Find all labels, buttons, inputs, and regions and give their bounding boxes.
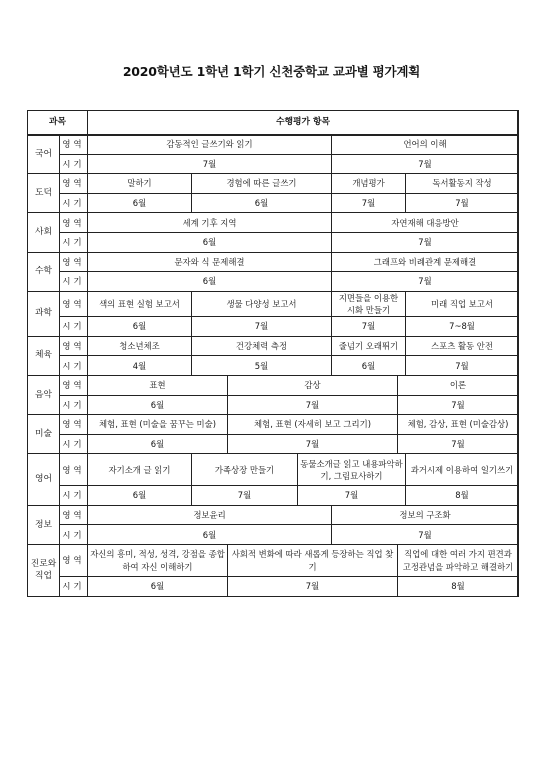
area-label: 영역: [60, 454, 88, 486]
pe-period-1: 4월: [88, 356, 192, 376]
area-label: 영역: [60, 174, 88, 194]
social-area-2: 자연재해 대응방안: [332, 213, 519, 233]
table-row: [28, 154, 519, 174]
math-area-2: 그래프와 비례관계 문제해결: [332, 252, 519, 272]
table-row: [28, 375, 519, 395]
science-period-4: 7~8월: [406, 317, 519, 337]
ethics-period-1: 6월: [88, 193, 192, 213]
table-row: [28, 213, 519, 233]
science-area-3: 지면들을 이용한 시화 만들기: [332, 291, 406, 316]
table-row: [28, 317, 519, 337]
area-label: 영역: [60, 336, 88, 356]
art-period-1: 6월: [88, 434, 228, 454]
pe-period-2: 5월: [192, 356, 332, 376]
area-label: 영역: [60, 415, 88, 435]
pe-area-4: 스포츠 활동 안전: [406, 336, 519, 356]
period-label: 시기: [60, 193, 88, 213]
social-period-1: 6월: [88, 232, 332, 252]
period-label: 시기: [60, 486, 88, 506]
ethics-area-4: 독서활동지 작성: [406, 174, 519, 194]
period-label: 시기: [60, 232, 88, 252]
pe-period-4: 7월: [406, 356, 519, 376]
english-period-3: 7월: [298, 486, 406, 506]
english-area-3: 동물소개글 읽고 내용파악하기, 그림묘사하기: [298, 454, 406, 486]
science-period-2: 7월: [192, 317, 332, 337]
art-area-1: 체험, 표현 (미술을 꿈꾸는 미술): [88, 415, 228, 435]
ethics-area-1: 말하기: [88, 174, 192, 194]
ethics-area-3: 개념평가: [332, 174, 406, 194]
table-row: [28, 252, 519, 272]
korean-area-1: 감동적인 글쓰기와 읽기: [88, 135, 332, 155]
period-label: 시기: [60, 356, 88, 376]
art-area-3: 체험, 감상, 표현 (미술감상): [398, 415, 519, 435]
header-assessment: 수행평가 항목: [88, 111, 519, 135]
ethics-period-3: 7월: [332, 193, 406, 213]
subject-english: 영어: [28, 454, 60, 506]
period-label: 시기: [60, 272, 88, 292]
pe-area-3: 줄넘기 오래뛰기: [332, 336, 406, 356]
korean-period-2: 7월: [332, 154, 519, 174]
subject-art: 미술: [28, 415, 60, 454]
table-row: [28, 434, 519, 454]
career-period-2: 7월: [228, 577, 398, 597]
ethics-area-2: 경험에 따른 글쓰기: [192, 174, 332, 194]
music-period-2: 7월: [228, 395, 398, 415]
career-area-3: 직업에 대한 여러 가지 편견과 고정관념을 파악하고 해결하기: [398, 545, 519, 577]
subject-info: 정보: [28, 505, 60, 544]
table-row: [28, 174, 519, 194]
english-period-4: 8월: [406, 486, 519, 506]
area-label: 영역: [60, 375, 88, 395]
career-area-2: 사회적 변화에 따라 새롭게 등장하는 직업 찾기: [228, 545, 398, 577]
period-label: 시기: [60, 525, 88, 545]
music-period-3: 7월: [398, 395, 519, 415]
english-period-1: 6월: [88, 486, 192, 506]
period-label: 시기: [60, 434, 88, 454]
area-label: 영역: [60, 505, 88, 525]
science-period-1: 6월: [88, 317, 192, 337]
table-header-row: [28, 111, 519, 135]
subject-math: 수학: [28, 252, 60, 291]
music-area-3: 이론: [398, 375, 519, 395]
table-row: [28, 356, 519, 376]
english-area-4: 과거시제 이용하여 일기쓰기: [406, 454, 519, 486]
pe-area-1: 청소년체조: [88, 336, 192, 356]
area-label: 영역: [60, 545, 88, 577]
career-period-1: 6월: [88, 577, 228, 597]
science-area-1: 색의 표현 실험 보고서: [88, 291, 192, 316]
area-label: 영역: [60, 213, 88, 233]
pe-area-2: 건강체력 측정: [192, 336, 332, 356]
subject-science: 과학: [28, 291, 60, 336]
table-row: [28, 577, 519, 597]
art-area-2: 체험, 표현 (자세히 보고 그리기): [228, 415, 398, 435]
career-period-3: 8월: [398, 577, 519, 597]
table-row: [28, 415, 519, 435]
table-row: [28, 336, 519, 356]
music-area-1: 표현: [88, 375, 228, 395]
career-area-1: 자신의 흥미, 적성, 성격, 강점을 종합하여 자신 이해하기: [88, 545, 228, 577]
period-label: 시기: [60, 154, 88, 174]
pe-period-3: 6월: [332, 356, 406, 376]
music-period-1: 6월: [88, 395, 228, 415]
table-row: [28, 505, 519, 525]
ethics-period-2: 6월: [192, 193, 332, 213]
info-period-1: 6월: [88, 525, 332, 545]
subject-pe: 체육: [28, 336, 60, 375]
subject-korean: 국어: [28, 135, 60, 174]
ethics-period-4: 7월: [406, 193, 519, 213]
table-row: [28, 454, 519, 486]
math-period-1: 6월: [88, 272, 332, 292]
assessment-plan-table: [27, 110, 519, 597]
science-area-4: 미래 직업 보고서: [406, 291, 519, 316]
korean-area-2: 언어의 이해: [332, 135, 519, 155]
page-title: 2020학년도 1학년 1학기 신천중학교 교과별 평가계획: [122, 64, 421, 79]
info-period-2: 7월: [332, 525, 519, 545]
period-label: 시기: [60, 395, 88, 415]
area-label: 영역: [60, 252, 88, 272]
english-period-2: 7월: [192, 486, 298, 506]
english-area-2: 가족상장 만들기: [192, 454, 298, 486]
science-period-3: 7월: [332, 317, 406, 337]
table-row: [28, 135, 519, 155]
subject-career: 진로와 직업: [28, 545, 60, 597]
table-row: [28, 232, 519, 252]
art-period-3: 7월: [398, 434, 519, 454]
social-area-1: 세계 기후 지역: [88, 213, 332, 233]
math-area-1: 문자와 식 문제해결: [88, 252, 332, 272]
table-row: [28, 395, 519, 415]
science-area-2: 생물 다양성 보고서: [192, 291, 332, 316]
info-area-2: 정보의 구조화: [332, 505, 519, 525]
music-area-2: 감상: [228, 375, 398, 395]
table-row: [28, 291, 519, 316]
math-period-2: 7월: [332, 272, 519, 292]
header-subject: 과목: [28, 111, 88, 135]
subject-music: 음악: [28, 375, 60, 414]
area-label: 영역: [60, 291, 88, 316]
table-row: [28, 272, 519, 292]
period-label: 시기: [60, 317, 88, 337]
social-period-2: 7월: [332, 232, 519, 252]
art-period-2: 7월: [228, 434, 398, 454]
table-row: [28, 486, 519, 506]
period-label: 시기: [60, 577, 88, 597]
area-label: 영역: [60, 135, 88, 155]
info-area-1: 정보윤리: [88, 505, 332, 525]
subject-social: 사회: [28, 213, 60, 252]
table-row: [28, 545, 519, 577]
table-row: [28, 525, 519, 545]
korean-period-1: 7월: [88, 154, 332, 174]
english-area-1: 자기소개 글 읽기: [88, 454, 192, 486]
table-row: [28, 193, 519, 213]
subject-ethics: 도덕: [28, 174, 60, 213]
